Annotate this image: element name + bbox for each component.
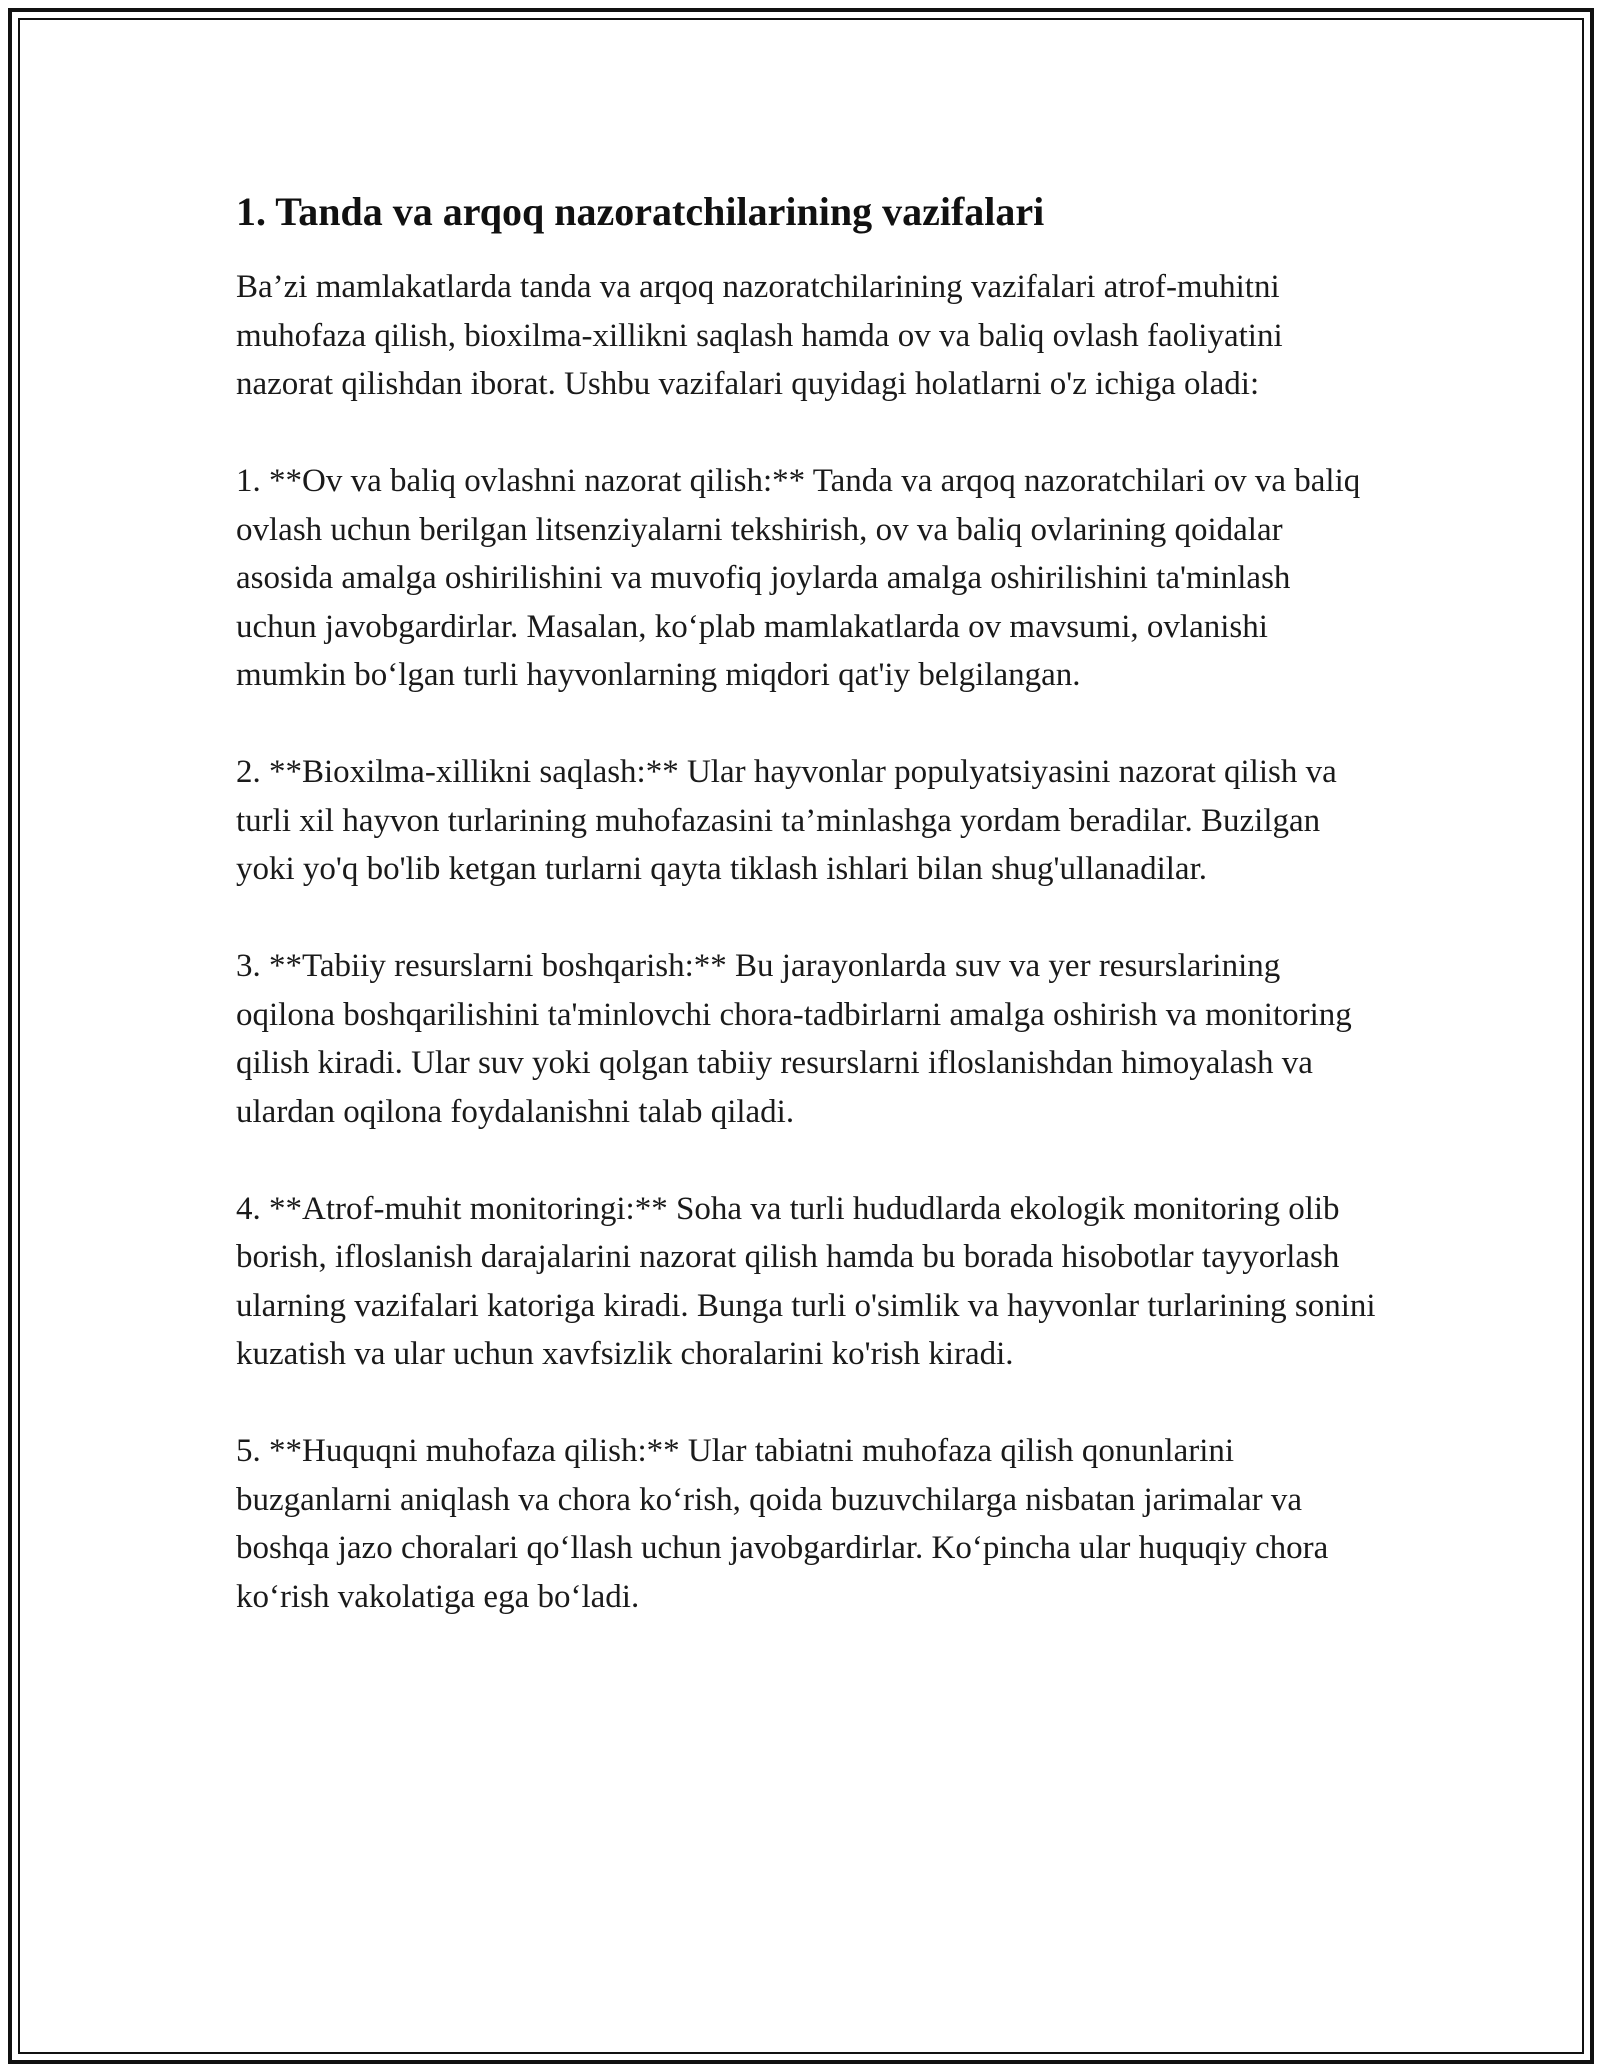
list-item-1: 1. **Ov va baliq ovlashni nazorat qilish:** Tanda va arqoq nazoratchilari ov va baliq ovlash uchun berilgan litsenziyalarni tekshirish, ov va baliq ovlarining qoidalar asosida amalga oshirilishini va muvofiq joylarda amalga oshirilishini ta'minlash uchun javobgardirlar. Masalan, ko‘plab mamlakatlarda ov mavsumi, ovlanishi mumkin bo‘lgan turli hayvonlarning miqdori qat'iy belgilangan.	[236, 463, 1361, 693]
document-body	[236, 186, 1376, 1621]
intro-paragraph: Ba’zi mamlakatlarda tanda va arqoq nazoratchilarining vazifalari atrof-muhitni muhofaza qilish, bioxilma-xillikni saqlash hamda ov va baliq ovlash faoliyatini nazorat qilishdan iborat. Ushbu vazifalari quyidagi holatlarni o'z ichiga oladi:	[236, 269, 1283, 402]
list-item-2: 2. **Bioxilma-xillikni saqlash:** Ular hayvonlar populyatsiyasini nazorat qilish va turli xil hayvon turlarining muhofazasini ta’minlashga yordam beradilar. Buzilgan yoki yo'q bo'lib ketgan turlarni qayta tiklash ishlari bilan shug'ullanadilar.	[236, 754, 1337, 887]
list-item-5: 5. **Huquqni muhofaza qilish:** Ular tabiatni muhofaza qilish qonunlarini buzganlarni aniqlash va chora ko‘rish, qoida buzuvchilarga nisbatan jarimalar va boshqa jazo choralari qo‘llash uchun javobgardirlar. Ko‘pincha ular huquqiy chora ko‘rish vakolatiga ega bo‘ladi.	[236, 1433, 1329, 1615]
list-item-3: 3. **Tabiiy resurslarni boshqarish:** Bu jarayonlarda suv va yer resurslarining oqilona boshqarilishini ta'minlovchi chora-tadbirlarni amalga oshirish va monitoring qilish kiradi. Ular suv yoki qolgan tabiiy resurslarni ifloslanishdan himoyalash va ulardan oqilona foydalanishni talab qiladi.	[236, 948, 1352, 1130]
list-item-4: 4. **Atrof-muhit monitoringi:** Soha va turli hududlarda ekologik monitoring olib borish, ifloslanish darajalarini nazorat qilish hamda bu borada hisobotlar tayyorlash ularning vazifalari katoriga kiradi. Bunga turli o'simlik va hayvonlar turlarining sonini kuzatish va ular uchun xavfsizlik choralarini ko'rish kiradi.	[236, 1190, 1376, 1372]
document-title: 1. Tanda va arqoq nazoratchilarining vazifalari	[236, 189, 1045, 234]
